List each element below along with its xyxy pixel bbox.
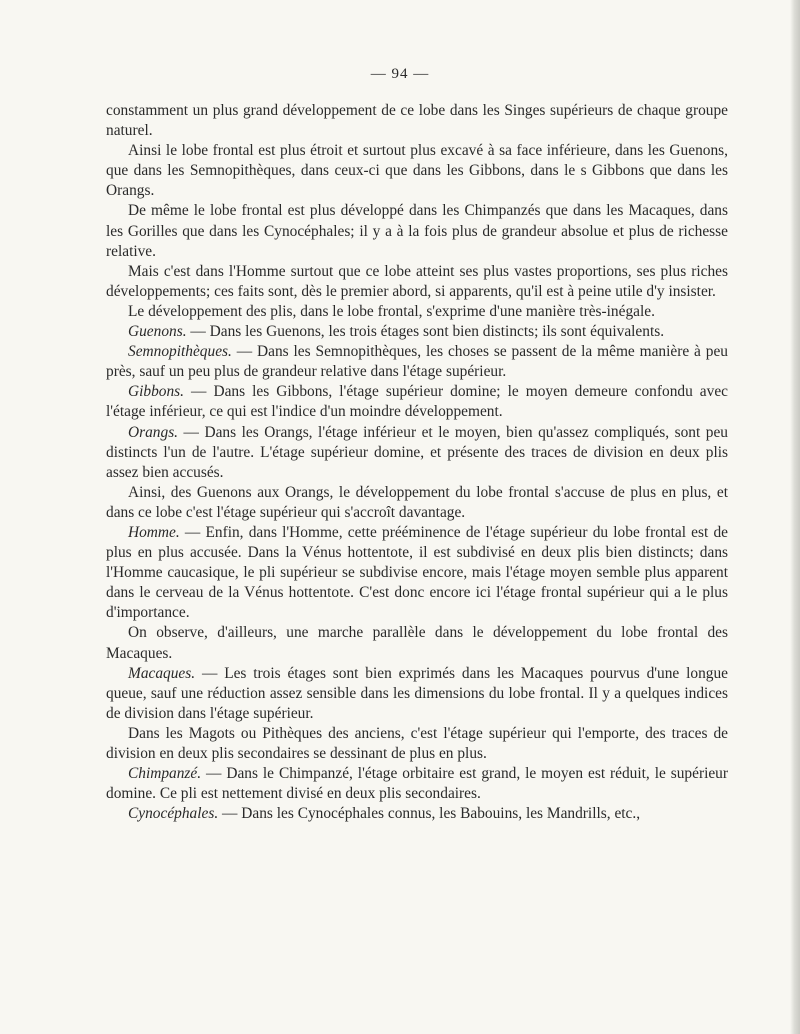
paragraph-lead: Homme. xyxy=(128,523,180,541)
paragraph-text: De même le lobe frontal est plus développé dans les Chimpanzés que dans les Macaques, dans les Gorilles que dans les Cynocéphales; il y a à la fois plus de grandeur absolue et plus de richesse relative. xyxy=(106,202,728,260)
paragraph xyxy=(106,724,728,764)
paragraph-text: Le développement des plis, dans le lobe frontal, s'exprime d'une manière très-inégale. xyxy=(128,302,655,320)
paragraph xyxy=(106,322,728,342)
page-number-header: — 94 — xyxy=(370,66,430,82)
paragraph-text: — Dans les Gibbons, l'étage supérieur domine; le moyen demeure confondu avec l'étage inférieur, ce qui est l'indice d'un moindre développement. xyxy=(106,383,728,421)
paragraph-text: Mais c'est dans l'Homme surtout que ce lobe atteint ses plus vastes proportions, ses plus riches développements; ces faits sont, dès le premier abord, si apparents, qu'il est à peine utile d'y insister. xyxy=(106,262,728,300)
paragraph xyxy=(106,302,728,322)
paragraph-text: — Dans les Guenons, les trois étages sont bien distincts; ils sont équivalents. xyxy=(186,323,665,341)
paragraph-text: — Dans le Chimpanzé, l'étage orbitaire est grand, le moyen est réduit, le supérieur domine. Ce pli est nettement divisé en deux plis secondaires. xyxy=(106,765,728,803)
paragraph-text: Dans les Magots ou Pithèques des anciens, c'est l'étage supérieur qui l'emporte, des traces de division en deux plis secondaires se dessinant de plus en plus. xyxy=(106,724,728,762)
paragraph-lead: Guenons. xyxy=(128,323,187,341)
paragraph xyxy=(106,423,728,483)
body-text xyxy=(106,101,728,824)
paragraph xyxy=(106,342,728,382)
paragraph xyxy=(106,804,728,824)
paragraph xyxy=(106,382,728,422)
paragraph-lead: Macaques. xyxy=(128,664,196,682)
page-edge-shadow xyxy=(790,0,800,1034)
paragraph-text: — Enfin, dans l'Homme, cette prééminence de l'étage supérieur du lobe frontal est de plus en plus accusée. Dans la Vénus hottentote, il est subdivisé en deux plis bien distincts; dans l'Homme caucasique, le pli supérieur se subdivise encore, mais l'étage moyen semble plus apparent dans le cerveau de la Vénus hottentote. C'est donc encore ici l'étage frontal supérieur qui a le plus d'importance. xyxy=(106,523,728,622)
paragraph-lead: Chimpanzé. xyxy=(128,765,202,783)
paragraph-lead: Gibbons. xyxy=(128,383,185,401)
paragraph xyxy=(106,483,728,523)
paragraph xyxy=(106,101,728,141)
paragraph-text: — Dans les Cynocéphales connus, les Babouins, les Mandrills, etc., xyxy=(218,805,641,823)
paragraph xyxy=(106,664,728,724)
paragraph-text: — Dans les Semnopithèques, les choses se passent de la même manière à peu près, sauf un peu plus de grandeur relative dans l'étage supérieur. xyxy=(106,343,728,381)
paragraph-text: On observe, d'ailleurs, une marche parallèle dans le développement du lobe frontal des Macaques. xyxy=(106,624,728,662)
paragraph xyxy=(106,262,728,302)
paragraph-text: — Dans les Orangs, l'étage inférieur et le moyen, bien qu'assez compliqués, sont peu distincts l'un de l'autre. L'étage supérieur domine, et présente des traces de division en deux plis assez bien accusés. xyxy=(106,423,728,481)
paragraph-lead: Orangs. xyxy=(128,423,179,441)
paragraph xyxy=(106,764,728,804)
paragraph-lead: Cynocéphales. xyxy=(128,805,219,823)
paragraph-text: Ainsi, des Guenons aux Orangs, le développement du lobe frontal s'accuse de plus en plus, et dans ce lobe c'est l'étage supérieur qui s'accroît davantage. xyxy=(106,483,728,521)
paragraph-text: Ainsi le lobe frontal est plus étroit et surtout plus excavé à sa face inférieure, dans les Guenons, que dans les Semnopithèques, dans ceux-ci que dans les Gibbons, dans le s Gibbons que dans les Orangs. xyxy=(106,142,728,200)
paragraph-lead: Semnopithèques. xyxy=(128,343,232,361)
paragraph xyxy=(106,141,728,201)
paragraph xyxy=(106,523,728,623)
paragraph xyxy=(106,201,728,261)
paragraph-text: — Les trois étages sont bien exprimés dans les Macaques pourvus d'une longue queue, sauf une réduction assez sensible dans les dimensions du lobe frontal. Il y a quelques indices de division dans l'étage supérieur. xyxy=(106,664,728,722)
paragraph xyxy=(106,623,728,663)
paragraph-text: constamment un plus grand développement de ce lobe dans les Singes supérieurs de chaque groupe naturel. xyxy=(106,102,728,140)
